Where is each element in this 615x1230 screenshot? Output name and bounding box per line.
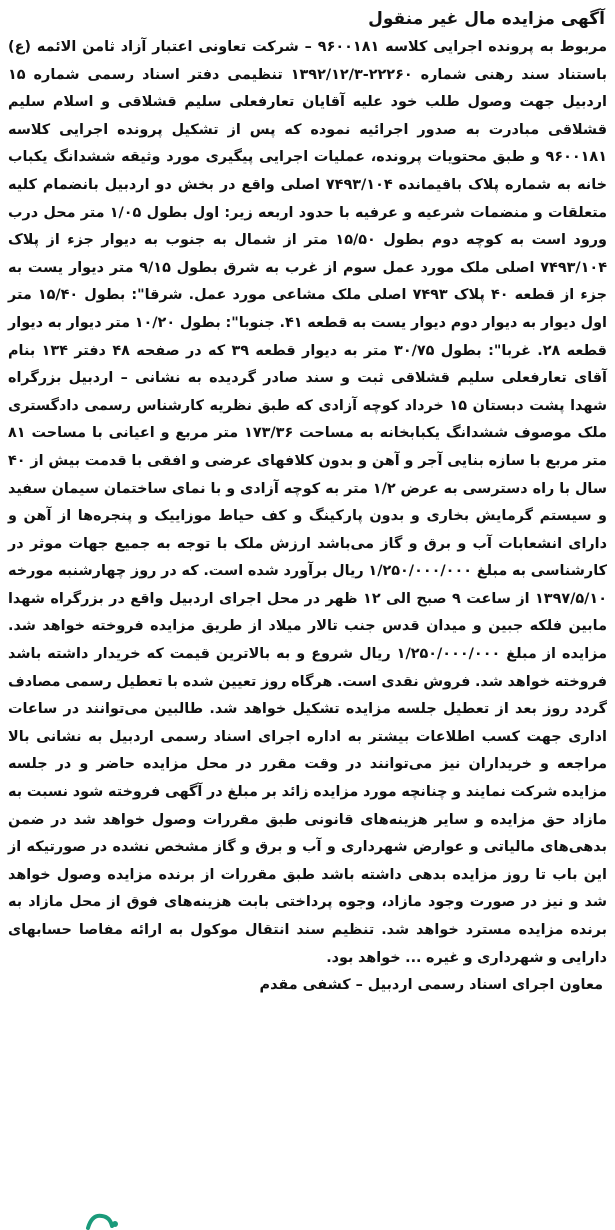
notice-title: آگهی مزایده مال غیر منقول bbox=[368, 9, 605, 29]
notice-body: مربوط به پرونده اجرایی کلاسه ۹۶۰۰۱۸۱ – شرکت تعاونی اعتبار آزاد ثامن الائمه (ع) باستناد سند رهنی شماره ۲۲۲۶۰-۱۳۹۲/۱۲/۳ تنظیمی دفتر اسناد رسمی شماره ۱۵ اردبیل جهت وصول طلب خود علیه آقایان تعارفعلی سلیم قشلاقی و اسلام سلیم قشلاقی مبادرت به صدور اجرائیه نموده که پس از تشکیل پرونده اجرایی کلاسه ۹۶۰۰۱۸۱ و طبق محتویات پرونده، عملیات اجرایی پیگیری مورد وثیقه ششدانگ یکباب خانه به شماره پلاک باقیمانده ۷۴۹۳/۱۰۴ اصلی واقع در بخش دو اردبیل بانضمام کلیه متعلقات و منضمات شرعیه و عرفیه با حدود اربعه زیر: اول بطول ۱/۰۵ متر محل درب ورود است به کوچه دوم بطول ۱۵/۵۰ متر از شمال به جنوب به دیوار جزء از پلاک ۷۴۹۳/۱۰۴ اصلی ملک مورد عمل سوم از غرب به شرق بطول ۹/۱۵ متر دیوار یست به جزء از قطعه ۴۰ پلاک ۷۴۹۳ اصلی ملک مشاعی مورد عمل. شرقا": بطول ۱۵/۴۰ متر اول دیوار به دیوار دوم دیوار یست به قطعه ۴۱. جنوبا": بطول ۱۰/۲۰ متر دیوار به دیوار قطعه ۲۸. غربا": بطول ۳۰/۷۵ متر به دیوار قطعه ۳۹ که در صفحه ۴۸ دفتر ۱۳۴ بنام آقای تعارفعلی سلیم قشلاقی ثبت و سند صادر گردیده به نشانی – اردبیل بزرگراه شهدا پشت دبستان ۱۵ خرداد کوچه آزادی که طبق نظریه کارشناس رسمی دادگستری ملک موصوف ششدانگ یکبابخانه به مساحت ۱۷۳/۳۶ متر مربع و اعیانی با مساحت ۸۱ متر مربع با سازه بنایی آجر و آهن و بدون کلافهای عرضی و افقی با قدمت بیش از ۴۰ سال با راه دسترسی به عرض ۱/۲ متر به کوچه آزادی و با نمای ساختمان سیمان سفید و سیستم گرمایش بخاری و بدون پارکینگ و کف حیاط موزاییک و پنجره‌ها از آهن و دارای انشعابات آب و برق و گاز می‌باشد ارزش ملک با توجه به جمیع جهات موثر در کارشناسی به مبلغ ۱/۲۵۰/۰۰۰/۰۰۰ ریال برآورد شده است. که در روز چهارشنبه مورخه ۱۳۹۷/۵/۱۰ از ساعت ۹ صبح الی ۱۲ ظهر در محل اجرای اردبیل واقع در بزرگراه شهدا مابین فلکه جبین و میدان قدس جنب تالار میلاد از طریق مزایده فروخته خواهد شد. مزایده از مبلغ ۱/۲۵۰/۰۰۰/۰۰۰ ریال شروع و به بالاترین قیمت که خریدار داشته باشد فروخته خواهد شد. فروش نقدی است. هرگاه روز تعیین شده با تعطیل رسمی مصادف گردد روز بعد از تعطیل جلسه مزایده تشکیل خواهد شد. طالبین می‌توانند در ساعات اداری جهت کسب اطلاعات بیشتر به اداره اجرای اسناد رسمی اردبیل به نشانی بالا مراجعه و خریداران نیز می‌توانند در وقت مقرر در محل مزایده حاضر و در جلسه مزایده شرکت نمایند و چنانچه مورد مزایده زائد بر مبلغ در آگهی فروخته شود نسبت به مازاد حق مزایده و سایر هزینه‌های قانونی طبق مقررات وصول خواهد شد در ضمن بدهی‌های مالیاتی و عوارض شهرداری و آب و برق و گاز مشخص نشده در صورتیکه از این باب تا روز مزایده بدهی داشته باشد طبق مقررات از برنده مزایده وصول خواهد شد و نیز در صورت وجود مازاد، وجوه پرداختی بابت هزینه‌های فوق از محل مازاد به برنده مزایده مسترد خواهد شد. تنظیم سند انتقال موکول به ارائه مفاصا حسابهای دارایی و شهرداری و غیره ... خواهد بود. bbox=[8, 39, 607, 966]
corner-logo-icon bbox=[82, 1208, 122, 1230]
notice-signature: معاون اجرای اسناد رسمی اردبیل – کشفی مقدم bbox=[259, 977, 603, 994]
auction-notice bbox=[8, 4, 607, 1230]
